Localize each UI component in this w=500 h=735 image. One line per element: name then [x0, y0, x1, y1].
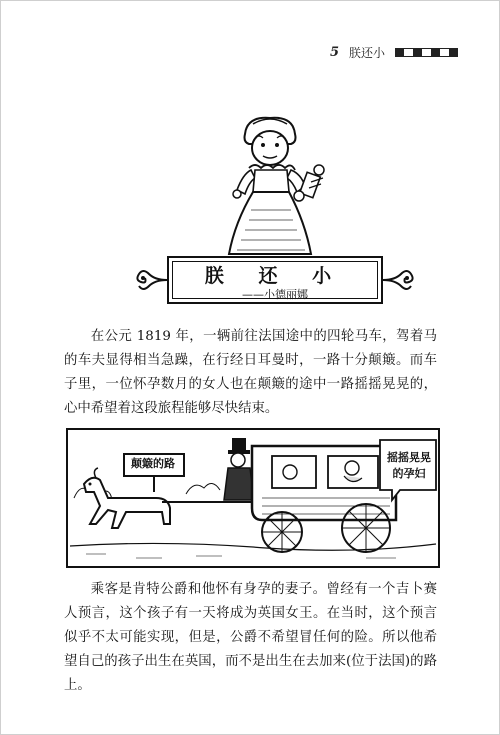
horse-carriage-illustration — [66, 428, 440, 568]
girl-with-doll-illustration — [215, 112, 335, 262]
sign-bumpy-road: 颠簸的路 — [131, 457, 175, 470]
scroll-ornament-left-icon — [135, 268, 169, 292]
speech-bubble-pregnant-woman: 摇摇晃晃的孕妇 — [387, 451, 431, 480]
body-paragraph-2: 乘客是肯特公爵和他怀有身孕的妻子。曾经有一个吉卜赛人预言，这个孩子有一天将成为英国女王。在当时，这个预言似乎不太可能实现，但是，公爵不希望冒任何的险。所以他希望自己的孩子出生在英国，而不是出生在去加来(位于法国)的路上。 — [64, 582, 437, 693]
checker-ornament — [395, 48, 458, 57]
running-header — [330, 44, 458, 61]
chapter-title-box — [167, 256, 383, 304]
chapter-running-title: 朕还小 — [349, 46, 386, 60]
chapter-title-banner — [135, 256, 415, 306]
chapter-title: 朕 还 小 — [204, 265, 346, 287]
carriage-cartoon — [66, 428, 440, 568]
scroll-ornament-right-icon — [381, 268, 415, 292]
chapter-subtitle: ——小德丽娜 — [242, 288, 308, 301]
page-number: 5 — [330, 45, 340, 60]
body-paragraph-1: 在公元 1819 年，一辆前往法国途中的四轮马车，驾着马的车夫显得相当急躁，在行经日耳曼时，一路十分颠簸。而车子里，一位怀孕数月的女人也在颠簸的途中一路摇摇晃晃的，心中希望着这段旅程能够尽快结束。 — [64, 329, 437, 416]
